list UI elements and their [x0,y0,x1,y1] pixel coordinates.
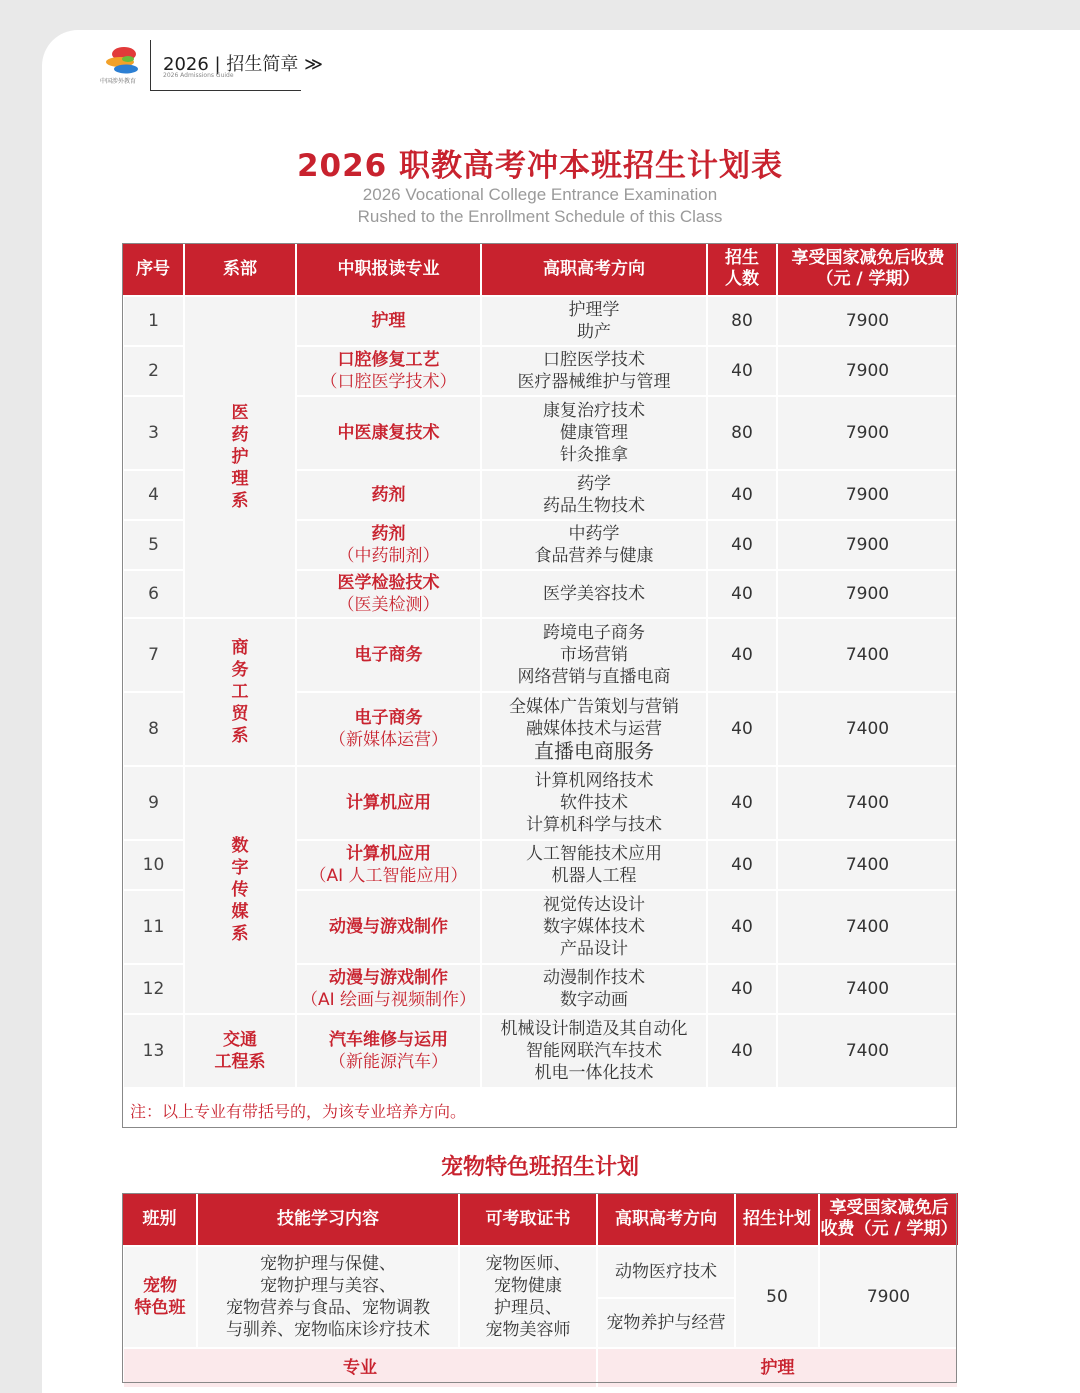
brand-box [150,40,323,91]
direction-cell: 跨境电子商务 市场营销 网络营销与直播电商 [481,618,707,692]
page-title: 2026 职教高考冲本班招生计划表 [296,148,784,184]
enrollment-table [122,243,959,1133]
major-cell: 电子商务 （新媒体运营） [296,692,481,766]
row-number: 8 [123,692,184,766]
major-cell: 汽车维修与运用 （新能源汽车） [296,1014,481,1088]
english-title-line2: Rushed to the Enrollment Schedule of this Class [357,207,723,226]
dept-business: 商务工贸系 [184,618,296,766]
direction-cell: 机械设计制造及其自动化 智能网联汽车技术 机电一体化技术 [481,1014,707,1088]
header-direction: 高职高考方向 [481,243,707,296]
pet-header-skills: 技能学习内容 [197,1193,459,1246]
direction-cell: 医学美容技术 [481,570,707,618]
row-number: 12 [123,964,184,1014]
quota-cell: 40 [707,570,777,618]
row-number: 13 [123,1014,184,1088]
pet-row [123,1246,958,1348]
pet-cert-cell: 宠物医师、 宠物健康 护理员、 宠物美容师 [459,1246,597,1348]
header-dept: 系部 [184,243,296,296]
quota-cell: 40 [707,692,777,766]
direction-cell: 护理学 助产 [481,296,707,346]
pet-class-name: 宠物 特色班 [123,1246,197,1348]
pet-skills-cell: 宠物护理与保健、 宠物护理与美容、 宠物营养与食品、宠物调教 与驯养、宠物临床诊疗技术 [197,1246,459,1348]
row-number: 10 [123,840,184,890]
fee-cell: 7400 [777,692,958,766]
header-major: 中职报读专业 [296,243,481,296]
logo-text: 中国涉外教育 [100,78,137,85]
dept-media: 数字传媒系 [184,766,296,1014]
quota-cell: 40 [707,964,777,1014]
major-cell: 动漫与游戏制作 （AI 绘画与视频制作） [296,964,481,1014]
pet-class-table [122,1193,959,1389]
fee-cell: 7900 [777,570,958,618]
direction-cell: 动漫制作技术 数字动画 [481,964,707,1014]
direction-cell: 药学 药品生物技术 [481,470,707,520]
fee-cell: 7400 [777,890,958,964]
brand-subtitle: 2026 Admissions Guide [163,72,234,79]
table-row [123,1014,958,1088]
quota-cell: 40 [707,520,777,570]
direction-cell: 计算机网络技术 软件技术 计算机科学与技术 [481,766,707,840]
major-cell: 动漫与游戏制作 [296,890,481,964]
note-row [123,1088,958,1132]
quota-cell: 40 [707,470,777,520]
dept-traffic: 交通 工程系 [184,1014,296,1088]
pet-header-class: 班别 [123,1193,197,1246]
quota-cell: 80 [707,396,777,470]
pet-header-row [123,1193,958,1246]
pet-header-cert: 可考取证书 [459,1193,597,1246]
header-seq: 序号 [123,243,184,296]
fee-cell: 7900 [777,346,958,396]
table-row [123,618,958,692]
major-cell: 药剂 [296,470,481,520]
fee-cell: 7400 [777,618,958,692]
row-number: 9 [123,766,184,840]
fee-cell: 7400 [777,1014,958,1088]
quota-cell: 40 [707,840,777,890]
direction-cell: 全媒体广告策划与营销 融媒体技术与运营 直播电商服务 [481,692,707,766]
direction-cell: 康复治疗技术 健康管理 针灸推拿 [481,396,707,470]
pet-header-fee: 享受国家减免后 收费（元 / 学期） [819,1193,958,1246]
pet-foot-row [123,1348,958,1388]
quota-cell: 40 [707,346,777,396]
dept-medical: 医药护理系 [184,296,296,618]
header-fee: 享受国家减免后收费 （元 / 学期） [777,243,958,296]
fee-cell: 7400 [777,766,958,840]
major-cell: 医学检验技术 （医美检测） [296,570,481,618]
quota-cell: 40 [707,766,777,840]
major-cell: 计算机应用 [296,766,481,840]
pet-foot-label: 专业 [123,1348,597,1388]
row-number: 5 [123,520,184,570]
table-note: 注：以上专业有带括号的，为该专业培养方向。 [123,1088,958,1132]
table-row [123,296,958,346]
table-header-row [123,243,958,296]
fee-cell: 7900 [777,396,958,470]
brand-title: 2026 | 招生简章 ≫ [163,54,323,75]
fee-cell: 7400 [777,964,958,1014]
fee-cell: 7900 [777,470,958,520]
quota-cell: 80 [707,296,777,346]
fee-cell: 7900 [777,296,958,346]
major-cell: 电子商务 [296,618,481,692]
row-number: 11 [123,890,184,964]
pet-direction-cell: 动物医疗技术 宠物养护与经营 [597,1246,735,1348]
pet-fee-cell: 7900 [819,1246,958,1348]
major-cell: 中医康复技术 [296,396,481,470]
fee-cell: 7900 [777,520,958,570]
table-row [123,766,958,840]
row-number: 6 [123,570,184,618]
major-cell: 计算机应用 （AI 人工智能应用） [296,840,481,890]
brand-header [100,40,323,96]
pet-plan-cell: 50 [735,1246,819,1348]
major-cell: 药剂 （中药制剂） [296,520,481,570]
quota-cell: 40 [707,1014,777,1088]
pet-header-direction: 高职高考方向 [597,1193,735,1246]
header-quota: 招生 人数 [707,243,777,296]
direction-cell: 人工智能技术应用 机器人工程 [481,840,707,890]
english-title-line1: 2026 Vocational College Entrance Examination [362,185,718,204]
major-cell: 护理 [296,296,481,346]
direction-cell: 视觉传达设计 数字媒体技术 产品设计 [481,890,707,964]
direction-cell: 口腔医学技术 医疗器械维护与管理 [481,346,707,396]
row-number: 4 [123,470,184,520]
row-number: 2 [123,346,184,396]
direction-cell: 中药学 食品营养与健康 [481,520,707,570]
row-number: 3 [123,396,184,470]
row-number: 1 [123,296,184,346]
major-cell: 口腔修复工艺 （口腔医学技术） [296,346,481,396]
quota-cell: 40 [707,890,777,964]
pet-foot-value: 护理 [597,1348,958,1388]
quota-cell: 40 [707,618,777,692]
pet-header-plan: 招生计划 [735,1193,819,1246]
fee-cell: 7400 [777,840,958,890]
row-number: 7 [123,618,184,692]
pet-section-title: 宠物特色班招生计划 [440,1155,639,1180]
